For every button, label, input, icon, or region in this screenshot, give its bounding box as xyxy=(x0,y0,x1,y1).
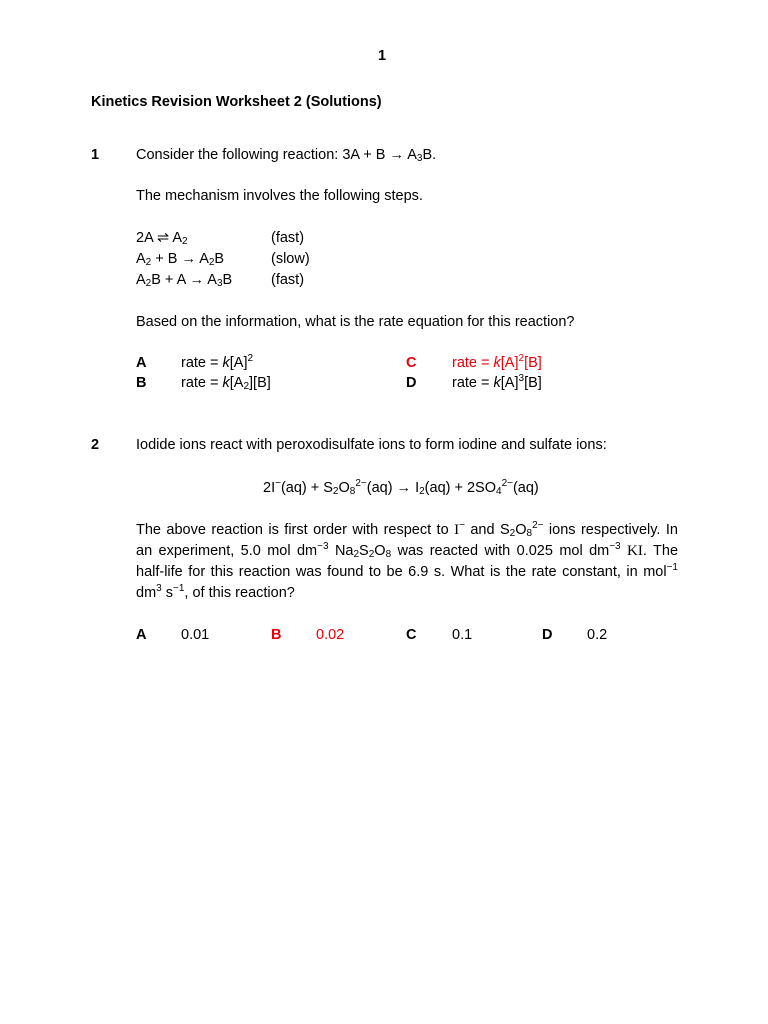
q2-reaction-equation: $2I^-(aq) + S_2O_8^{2-}(aq) \to I_2(aq) + 2SO_4^{2-}(aq)$ xyxy=(263,478,539,497)
question-2-text: The above reaction is first order with respect to I− and $S_2O_8^{2-}$ ions respectively. In an experiment, 5.0 mol $dm^{-3}$ $Na_2S_2O_8$ was reacted with 0.025 mol $dm^{-3}$ KI. The half-life for this reaction was found to be 6.9 s. What is the rate constant, in mol$^{-1}$ $dm^3$ $s^{-1}$, of this reaction? xyxy=(136,520,679,601)
question-2-intro: Iodide ions react with peroxodisulfate ions to form iodine and sulfate ions: xyxy=(136,437,607,453)
mechanism-step-2-note: (slow) xyxy=(271,251,310,267)
q1-option-d-letter: D xyxy=(406,375,417,391)
question-1-intro: Consider the following reaction: $3A + B \to A_3B$. xyxy=(136,147,437,164)
q1-option-b: rate = $k[A_2][B]$ xyxy=(181,375,271,392)
mechanism-step-1: 2A ⇌ $A_2$ xyxy=(136,230,188,247)
question-1-text: Based on the information, what is the rate equation for this reaction? xyxy=(136,314,575,330)
mechanism-intro: The mechanism involves the following steps. xyxy=(136,188,423,204)
q1-option-d: rate = $k[A]^3[B]$ xyxy=(452,373,542,391)
question-2-number: 2 xyxy=(91,437,100,453)
q2-option-d-letter: D xyxy=(542,627,553,643)
q2-option-b: 0.02 xyxy=(316,627,345,643)
q1-option-a-letter: A xyxy=(136,355,147,371)
page-title: Kinetics Revision Worksheet 2 (Solutions) xyxy=(91,94,382,110)
q2-option-c: 0.1 xyxy=(452,627,473,643)
q1-option-b-letter: B xyxy=(136,375,147,391)
q1-option-c: rate = $k[A]^2[B]$ xyxy=(452,353,542,371)
mechanism-step-1-note: (fast) xyxy=(271,230,305,246)
q2-option-d: 0.2 xyxy=(587,627,608,643)
q2-option-a-letter: A xyxy=(136,627,147,643)
q2-option-b-letter: B xyxy=(271,627,282,643)
page-number: 1 xyxy=(378,48,387,64)
mechanism-step-3-note: (fast) xyxy=(271,272,305,288)
q2-option-c-letter: C xyxy=(406,627,417,643)
q2-option-a: 0.01 xyxy=(181,627,210,643)
q1-option-c-letter: C xyxy=(406,355,417,371)
question-1-number: 1 xyxy=(91,147,100,163)
mechanism-step-2: $A_2 + B \to A_2B$ xyxy=(136,251,225,268)
mechanism-step-3: $A_2B + A \to A_3B$ xyxy=(136,272,233,289)
q1-option-a: rate = $k[A]^2$ xyxy=(181,353,254,371)
